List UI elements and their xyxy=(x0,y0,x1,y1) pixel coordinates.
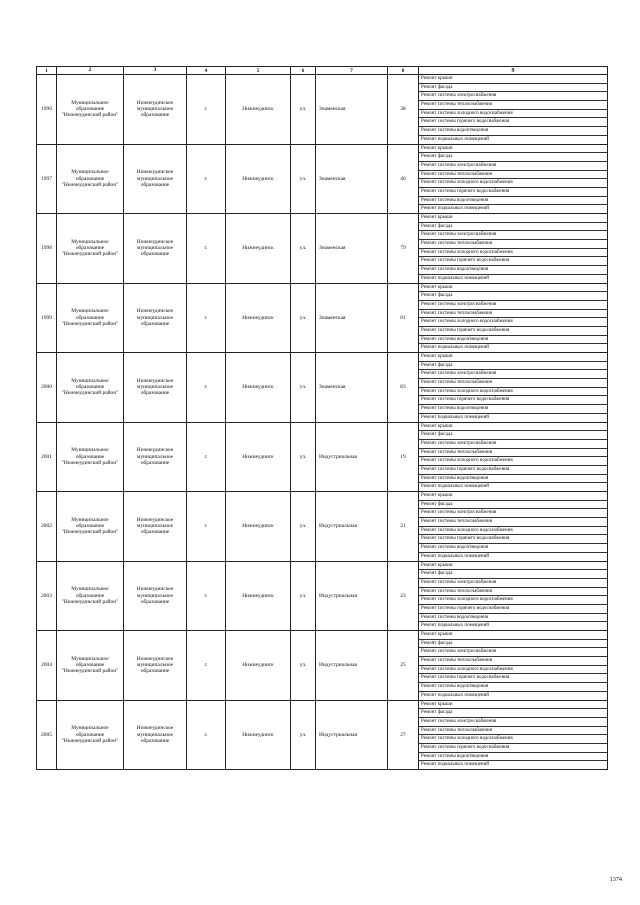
table-header xyxy=(37,67,608,75)
work-item: Ремонт системы горячего водоснабжения xyxy=(419,327,607,336)
work-item: Ремонт системы электроснабжения xyxy=(419,231,607,240)
work-item: Ремонт системы теплоснабжения xyxy=(419,171,607,180)
work-item: Ремонт подвальных помещений xyxy=(421,345,489,351)
work-item: Ремонт системы горячего водоснабжения xyxy=(419,257,607,266)
work-item: Ремонт системы горячего водоснабжения xyxy=(419,466,607,475)
work-item: Ремонт крыши xyxy=(419,353,607,362)
work-item: Ремонт системы холодного водоснабжения xyxy=(419,527,607,536)
settlement-cell: Нижнеудинское муниципальное образование xyxy=(124,283,187,353)
record-number-cell: 2000 xyxy=(37,353,57,423)
municipality-cell: Муниципальное образование "Нижнеудинский район" xyxy=(57,422,124,492)
street-cell: Индустриальная xyxy=(316,631,388,701)
document-page xyxy=(36,66,608,770)
municipality-cell: Муниципальное образование "Нижнеудинский район" xyxy=(57,283,124,353)
work-item: Ремонт подвальных помещений xyxy=(421,136,489,142)
works-cell xyxy=(419,492,608,562)
work-item: Ремонт фасада xyxy=(419,709,607,718)
work-item: Ремонт системы водоотведения xyxy=(419,614,607,623)
municipality-cell: Муниципальное образование "Нижнеудинский район" xyxy=(57,492,124,562)
municipality-cell: Муниципальное образование "Нижнеудинский район" xyxy=(57,561,124,631)
work-item: Ремонт системы горячего водоснабжения xyxy=(419,188,607,197)
work-item: Ремонт фасада xyxy=(419,84,607,93)
locality-type-cell: г. xyxy=(187,700,226,770)
works-list xyxy=(419,701,607,770)
street-cell: Индустриальная xyxy=(316,700,388,770)
locality-type-cell: г. xyxy=(187,422,226,492)
table-body xyxy=(37,75,608,770)
work-item: Ремонт системы электроснабжения xyxy=(419,648,607,657)
settlement-cell: Нижнеудинское муниципальное образование xyxy=(124,75,187,145)
work-item: Ремонт системы теплоснабжения xyxy=(419,657,607,666)
house-number-cell: 79 xyxy=(388,214,419,284)
header-col-1: 1 xyxy=(37,67,57,75)
work-item: Ремонт системы холодного водоснабжения xyxy=(419,596,607,605)
record-number-cell: 1998 xyxy=(37,214,57,284)
works-list xyxy=(419,145,607,214)
street-type-cell: ул. xyxy=(291,283,316,353)
works-cell xyxy=(419,214,608,284)
record-number-cell: 2003 xyxy=(37,561,57,631)
locality-type-cell: г. xyxy=(187,353,226,423)
work-item: Ремонт фасада xyxy=(419,431,607,440)
municipality-cell: Муниципальное образование "Нижнеудинский район" xyxy=(57,631,124,701)
street-type-cell: ул. xyxy=(291,144,316,214)
house-number-cell: 21 xyxy=(388,492,419,562)
house-number-cell: 40 xyxy=(388,144,419,214)
city-cell: Нижнеудинск xyxy=(226,700,291,770)
table-row xyxy=(37,214,608,284)
works-cell xyxy=(419,561,608,631)
table-row xyxy=(37,144,608,214)
settlement-cell: Нижнеудинское муниципальное образование xyxy=(124,353,187,423)
table-row xyxy=(37,492,608,562)
street-type-cell: ул. xyxy=(291,631,316,701)
work-item: Ремонт системы водоотведения xyxy=(419,683,607,692)
work-item: Ремонт системы водоотведения xyxy=(419,266,607,275)
table-row xyxy=(37,283,608,353)
record-number-cell: 2002 xyxy=(37,492,57,562)
street-cell: Индустриальная xyxy=(316,492,388,562)
works-cell xyxy=(419,422,608,492)
work-item: Ремонт подвальных помещений xyxy=(421,762,489,768)
work-item: Ремонт системы холодного водоснабжения xyxy=(419,735,607,744)
city-cell: Нижнеудинск xyxy=(226,422,291,492)
city-cell: Нижнеудинск xyxy=(226,283,291,353)
street-cell: Знаменская xyxy=(316,214,388,284)
work-item: Ремонт подвальных помещений xyxy=(421,275,489,281)
work-item: Ремонт системы теплоснабжения xyxy=(419,310,607,319)
repair-program-table xyxy=(36,66,608,770)
work-item: Ремонт системы теплоснабжения xyxy=(419,518,607,527)
work-item: Ремонт крыши xyxy=(419,701,607,710)
work-item: Ремонт фасада xyxy=(419,292,607,301)
municipality-cell: Муниципальное образование "Нижнеудинский район" xyxy=(57,214,124,284)
city-cell: Нижнеудинск xyxy=(226,353,291,423)
work-item: Ремонт крыши xyxy=(419,631,607,640)
work-item: Ремонт подвальных помещений xyxy=(421,206,489,212)
house-number-cell: 83 xyxy=(388,353,419,423)
city-cell: Нижнеудинск xyxy=(226,214,291,284)
work-item: Ремонт системы электроснабжения xyxy=(419,162,607,171)
settlement-cell: Нижнеудинское муниципальное образование xyxy=(124,144,187,214)
work-item: Ремонт фасада xyxy=(419,223,607,232)
work-item: Ремонт системы холодного водоснабжения xyxy=(419,318,607,327)
city-cell: Нижнеудинск xyxy=(226,75,291,145)
works-list xyxy=(419,631,607,700)
work-item: Ремонт системы холодного водоснабжения xyxy=(419,249,607,258)
street-type-cell: ул. xyxy=(291,561,316,631)
work-item: Ремонт фасада xyxy=(419,153,607,162)
works-cell xyxy=(419,631,608,701)
work-item: Ремонт подвальных помещений xyxy=(421,414,489,420)
work-item: Ремонт крыши xyxy=(419,284,607,293)
house-number-cell: 27 xyxy=(388,700,419,770)
work-item: Ремонт системы теплоснабжения xyxy=(419,449,607,458)
house-number-cell: 25 xyxy=(388,631,419,701)
work-item: Ремонт системы холодного водоснабжения xyxy=(419,110,607,119)
city-cell: Нижнеудинск xyxy=(226,492,291,562)
work-item: Ремонт подвальных помещений xyxy=(421,623,489,629)
header-col-2: 2 xyxy=(57,67,124,75)
street-type-cell: ул. xyxy=(291,353,316,423)
work-item: Ремонт системы водоотведения xyxy=(419,405,607,414)
works-list xyxy=(419,353,607,422)
work-item: Ремонт системы теплоснабжения xyxy=(419,588,607,597)
work-item: Ремонт крыши xyxy=(419,492,607,501)
work-item: Ремонт фасада xyxy=(419,640,607,649)
work-item: Ремонт системы водоотведения xyxy=(419,127,607,136)
work-item: Ремонт системы электроснабжения xyxy=(419,370,607,379)
work-item: Ремонт системы водоотведения xyxy=(419,544,607,553)
work-item: Ремонт крыши xyxy=(419,145,607,154)
settlement-cell: Нижнеудинское муниципальное образование xyxy=(124,492,187,562)
table-row xyxy=(37,631,608,701)
works-list xyxy=(419,284,607,353)
municipality-cell: Муниципальное образование "Нижнеудинский район" xyxy=(57,700,124,770)
locality-type-cell: г. xyxy=(187,75,226,145)
work-item: Ремонт системы электроснабжения xyxy=(419,301,607,310)
work-item: Ремонт подвальных помещений xyxy=(421,484,489,490)
street-cell: Индустриальная xyxy=(316,422,388,492)
works-list xyxy=(419,492,607,561)
municipality-cell: Муниципальное образование "Нижнеудинский район" xyxy=(57,75,124,145)
record-number-cell: 2001 xyxy=(37,422,57,492)
work-item: Ремонт системы водоотведения xyxy=(419,197,607,206)
settlement-cell: Нижнеудинское муниципальное образование xyxy=(124,561,187,631)
record-number-cell: 1999 xyxy=(37,283,57,353)
work-item: Ремонт системы водоотведения xyxy=(419,475,607,484)
locality-type-cell: г. xyxy=(187,144,226,214)
work-item: Ремонт системы электроснабжения xyxy=(419,440,607,449)
work-item: Ремонт системы холодного водоснабжения xyxy=(419,457,607,466)
table-row xyxy=(37,422,608,492)
work-item: Ремонт системы электроснабжения xyxy=(419,579,607,588)
work-item: Ремонт крыши xyxy=(419,214,607,223)
table-row xyxy=(37,561,608,631)
work-item: Ремонт крыши xyxy=(419,423,607,432)
header-col-6: 6 xyxy=(291,67,316,75)
work-item: Ремонт системы горячего водоснабжения xyxy=(419,396,607,405)
header-col-7: 7 xyxy=(316,67,388,75)
work-item: Ремонт фасада xyxy=(419,501,607,510)
works-cell xyxy=(419,283,608,353)
work-item: Ремонт системы теплоснабжения xyxy=(419,379,607,388)
locality-type-cell: г. xyxy=(187,631,226,701)
street-cell: Знаменская xyxy=(316,283,388,353)
street-cell: Знаменская xyxy=(316,144,388,214)
municipality-cell: Муниципальное образование "Нижнеудинский район" xyxy=(57,353,124,423)
works-cell xyxy=(419,75,608,145)
work-item: Ремонт системы холодного водоснабжения xyxy=(419,179,607,188)
work-item: Ремонт системы электроснабжения xyxy=(419,92,607,101)
table-row xyxy=(37,700,608,770)
works-list xyxy=(419,562,607,631)
work-item: Ремонт системы горячего водоснабжения xyxy=(419,674,607,683)
work-item: Ремонт крыши xyxy=(419,75,607,84)
header-col-4: 4 xyxy=(187,67,226,75)
locality-type-cell: г. xyxy=(187,561,226,631)
work-item: Ремонт системы горячего водоснабжения xyxy=(419,118,607,127)
work-item: Ремонт фасада xyxy=(419,362,607,371)
city-cell: Нижнеудинск xyxy=(226,144,291,214)
work-item: Ремонт подвальных помещений xyxy=(421,692,489,698)
work-item: Ремонт системы электроснабжения xyxy=(419,509,607,518)
locality-type-cell: г. xyxy=(187,214,226,284)
table-row xyxy=(37,353,608,423)
work-item: Ремонт системы холодного водоснабжения xyxy=(419,666,607,675)
record-number-cell: 2004 xyxy=(37,631,57,701)
city-cell: Нижнеудинск xyxy=(226,561,291,631)
work-item: Ремонт крыши xyxy=(419,562,607,571)
work-item: Ремонт подвальных помещений xyxy=(421,553,489,559)
work-item: Ремонт системы горячего водоснабжения xyxy=(419,605,607,614)
house-number-cell: 38 xyxy=(388,75,419,145)
locality-type-cell: г. xyxy=(187,283,226,353)
works-cell xyxy=(419,700,608,770)
work-item: Ремонт системы горячего водоснабжения xyxy=(419,535,607,544)
settlement-cell: Нижнеудинское муниципальное образование xyxy=(124,214,187,284)
record-number-cell: 1996 xyxy=(37,75,57,145)
work-item: Ремонт системы водоотведения xyxy=(419,336,607,345)
works-cell xyxy=(419,353,608,423)
page-number: 1374 xyxy=(609,876,622,883)
header-col-9: 9 xyxy=(419,67,608,75)
works-list xyxy=(419,214,607,283)
street-cell: Знаменская xyxy=(316,75,388,145)
table-row xyxy=(37,75,608,145)
settlement-cell: Нижнеудинское муниципальное образование xyxy=(124,422,187,492)
work-item: Ремонт системы теплоснабжения xyxy=(419,240,607,249)
street-type-cell: ул. xyxy=(291,700,316,770)
city-cell: Нижнеудинск xyxy=(226,631,291,701)
house-number-cell: 23 xyxy=(388,561,419,631)
work-item: Ремонт системы теплоснабжения xyxy=(419,727,607,736)
house-number-cell: 81 xyxy=(388,283,419,353)
work-item: Ремонт системы горячего водоснабжения xyxy=(419,744,607,753)
header-row xyxy=(37,67,608,75)
house-number-cell: 19 xyxy=(388,422,419,492)
header-col-5: 5 xyxy=(226,67,291,75)
street-type-cell: ул. xyxy=(291,214,316,284)
header-col-3: 3 xyxy=(124,67,187,75)
street-type-cell: ул. xyxy=(291,75,316,145)
works-list xyxy=(419,75,607,144)
work-item: Ремонт системы электроснабжения xyxy=(419,718,607,727)
header-col-8: 8 xyxy=(388,67,419,75)
municipality-cell: Муниципальное образование "Нижнеудинский район" xyxy=(57,144,124,214)
record-number-cell: 1997 xyxy=(37,144,57,214)
street-cell: Знаменская xyxy=(316,353,388,423)
street-cell: Индустриальная xyxy=(316,561,388,631)
work-item: Ремонт системы холодного водоснабжения xyxy=(419,388,607,397)
street-type-cell: ул. xyxy=(291,492,316,562)
settlement-cell: Нижнеудинское муниципальное образование xyxy=(124,631,187,701)
work-item: Ремонт системы теплоснабжения xyxy=(419,101,607,110)
work-item: Ремонт фасада xyxy=(419,570,607,579)
street-type-cell: ул. xyxy=(291,422,316,492)
record-number-cell: 2005 xyxy=(37,700,57,770)
works-cell xyxy=(419,144,608,214)
works-list xyxy=(419,423,607,492)
work-item: Ремонт системы водоотведения xyxy=(419,753,607,762)
locality-type-cell: г. xyxy=(187,492,226,562)
settlement-cell: Нижнеудинское муниципальное образование xyxy=(124,700,187,770)
